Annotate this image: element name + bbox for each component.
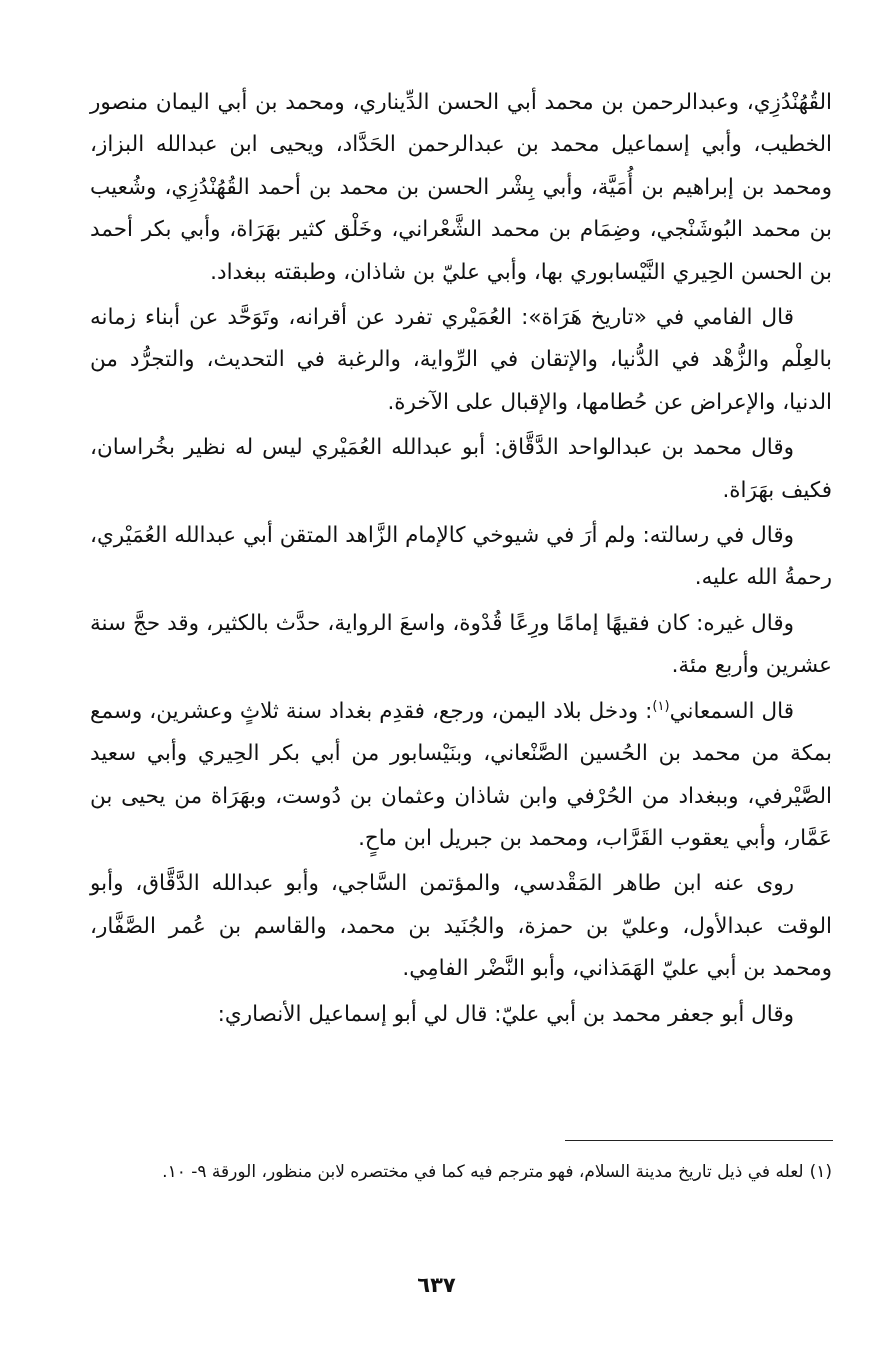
- paragraph-1: القُهُنْدُزِي، وعبدالرحمن بن محمد أبي الحسن الدِّيناري، ومحمد بن أبي اليمان منصور الخطيب، وأبي إسماعيل محمد بن عبدالرحمن الحَدَّاد، ويحيى ابن عبدالله البزاز، ومحمد بن إبراهيم بن أُمَيَّة، وأبي بِشْر الحسن بن محمد بن أحمد القُهُنْدُزِي، وشُعيب بن محمد البُوشَنْجي، وضِمَام بن محمد الشَّعْراني، وخَلْق كثير بهَرَاة، وأبي بكر أحمد بن الحسن الحِيري النَّيْسابوري بها، وأبي عليّ بن شاذان، وطبقته ببغداد.: [90, 90, 832, 285]
- paragraph-5: وقال غيره: كان فقيهًا إمامًا ورِعًا قُدْوة، واسعَ الرواية، حدَّث بالكثير، وقد حجَّ سنة عشرين وأربع مئة.: [90, 610, 832, 679]
- footnote-reference[interactable]: (١): [652, 698, 670, 714]
- paragraph-7: روى عنه ابن طاهر المَقْدسي، والمؤتمن السَّاجي، وأبو عبدالله الدَّقَّاق، وأبو الوقت عبدالأول، وعليّ بن حمزة، والجُنَيد بن محمد، والقاسم بن عُمر الصَّفَّار، ومحمد بن أبي عليّ الهَمَذاني، وأبو النَّضْر الفامِي.: [90, 871, 832, 982]
- paragraph-3: وقال محمد بن عبدالواحد الدَّقَّاق: أبو عبدالله العُمَيْري ليس له نظير بخُراسان، فكيف بهَرَاة.: [90, 435, 832, 503]
- paragraph-6-lead: قال السمعاني: [669, 698, 794, 724]
- footnote-marker: (١): [809, 1162, 832, 1182]
- paragraph-2: قال الفامي في «تاريخ هَرَاة»: العُمَيْري تفرد عن أقرانه، وتَوَحَّد عن أبناء زمانه بالعِلْم والزُّهْد في الدُّنيا، والإتقان في الرِّواية، والرغبة في التحديث، والتجرُّد من الدنيا، والإعراض عن حُطامها، والإقبال على الآخرة.: [90, 305, 832, 415]
- main-text: [90, 82, 832, 1036]
- paragraph-4: وقال في رسالته: ولم أرَ في شيوخي كالإمام الزَّاهد المتقن أبي عبدالله العُمَيْري، رحمةُ الله عليه.: [90, 523, 832, 591]
- page-number: ٦٣٧: [417, 1273, 456, 1297]
- paragraph-6: [90, 691, 832, 861]
- footnote-text: لعله في ذيل تاريخ مدينة السلام، فهو مترجم فيه كما في مختصره لابن منظور، الورقة ٩- ١٠.: [162, 1162, 804, 1182]
- paragraph-8: وقال أبو جعفر محمد بن أبي عليّ: قال لي أبو إسماعيل الأنصاري:: [217, 1001, 794, 1027]
- footnote: [90, 1154, 832, 1190]
- footnote-divider: [565, 1140, 833, 1141]
- paragraph-6-rest: : ودخل بلاد اليمن، ورجع، فقدِم بغداد سنة ثلاثٍ وعشرين، وسمع بمكة من محمد بن الحُسين الصَّنْعاني، وبنَيْسابور من أبي بكر الحِيري وأبي سعيد الصَّيْرفي، وببغداد من الحُرْفي وابن شاذان وعثمان بن دُوست، وبهَرَاة من يحيى بن عَمَّار، وأبي يعقوب القَرَّاب، ومحمد بن جبريل ابن ماحٍ.: [90, 698, 832, 851]
